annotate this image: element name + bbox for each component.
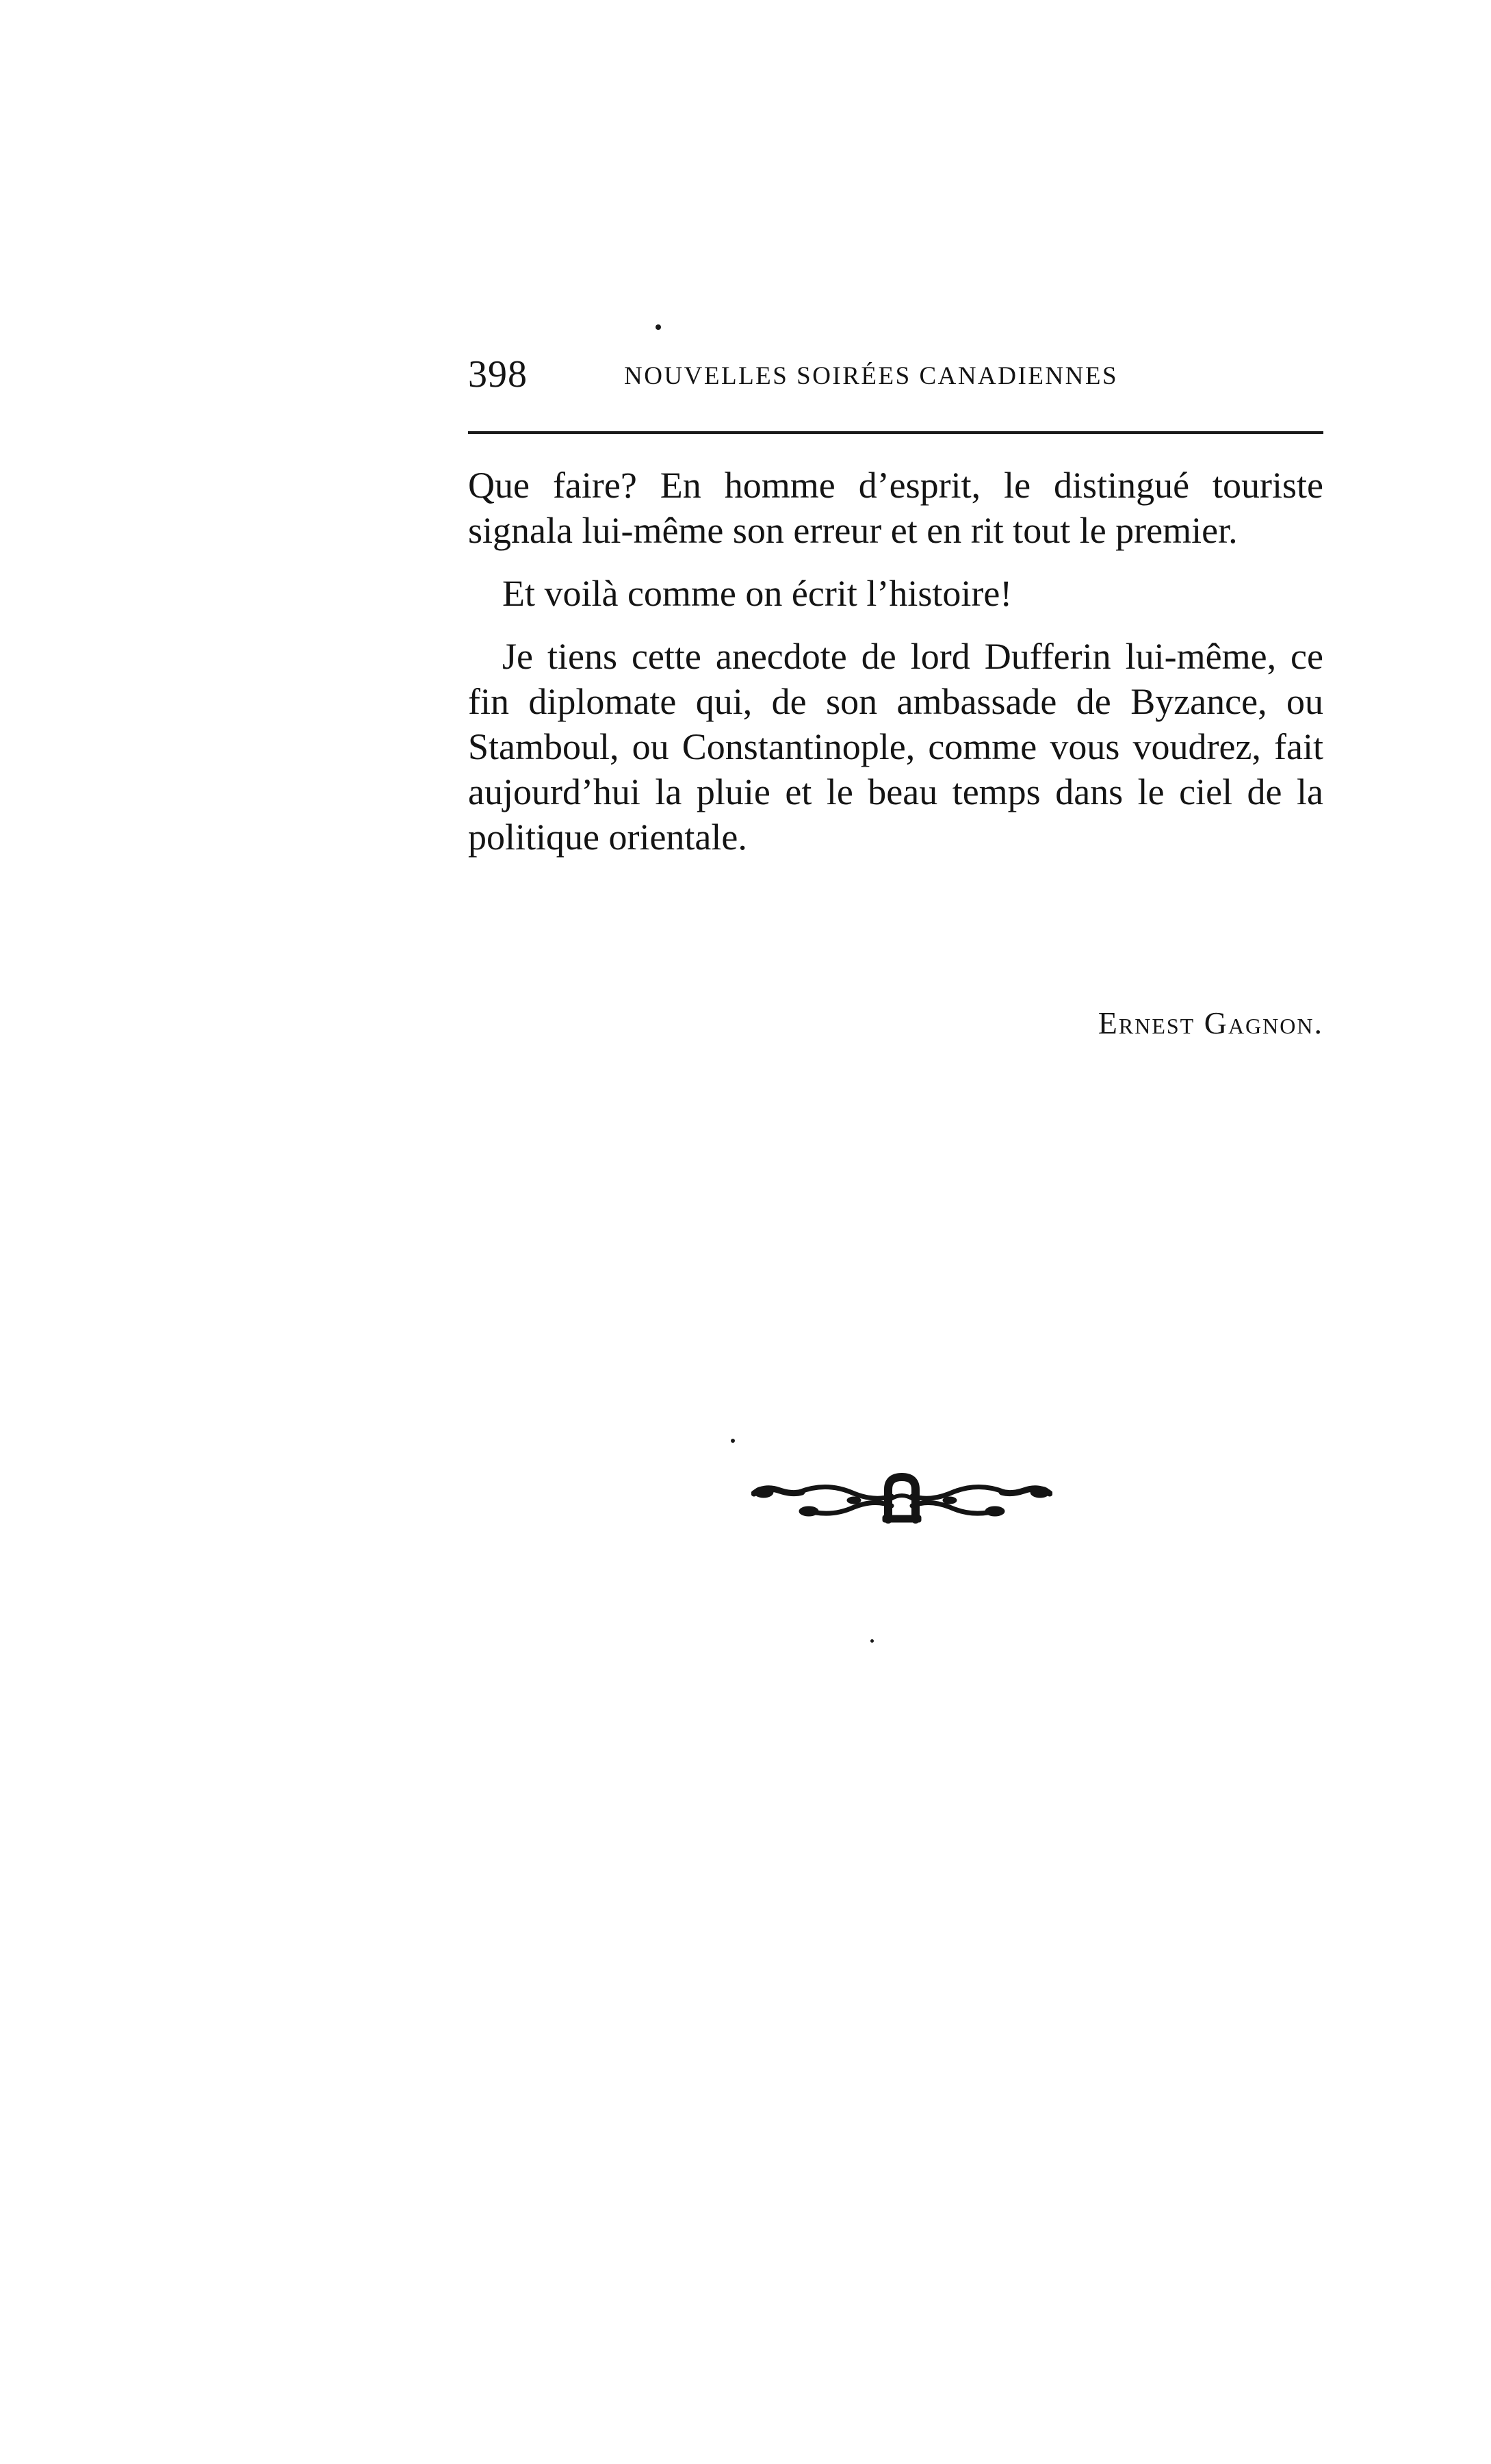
speck-mark <box>731 1439 735 1443</box>
speck-mark <box>656 324 661 330</box>
header-rule <box>468 431 1323 434</box>
body-text <box>468 463 1323 860</box>
paragraph: Que faire? En homme d’esprit, le distingué touriste signala lui-même son erreur et en rit tout le premier. <box>468 465 1323 551</box>
page-number: 398 <box>468 353 528 396</box>
paragraph: Je tiens cette anecdote de lord Dufferin lui-même, ce fin diplomate qui, de son ambassade de Byzance, ou Stamboul, ou Constantinople, comme vous voudrez, fait aujourd’hui la pluie et le beau temps dans le ciel de la politique orientale. <box>468 636 1323 858</box>
paragraph: Et voilà comme on écrit l’histoire! <box>502 573 1013 614</box>
tailpiece-ornament-icon <box>751 1465 1052 1533</box>
author-signature: Ernest Gagnon. <box>1098 1005 1323 1040</box>
running-title: NOUVELLES SOIRÉES CANADIENNES <box>624 362 1119 390</box>
running-head <box>468 350 1323 398</box>
speck-mark <box>870 1639 874 1643</box>
